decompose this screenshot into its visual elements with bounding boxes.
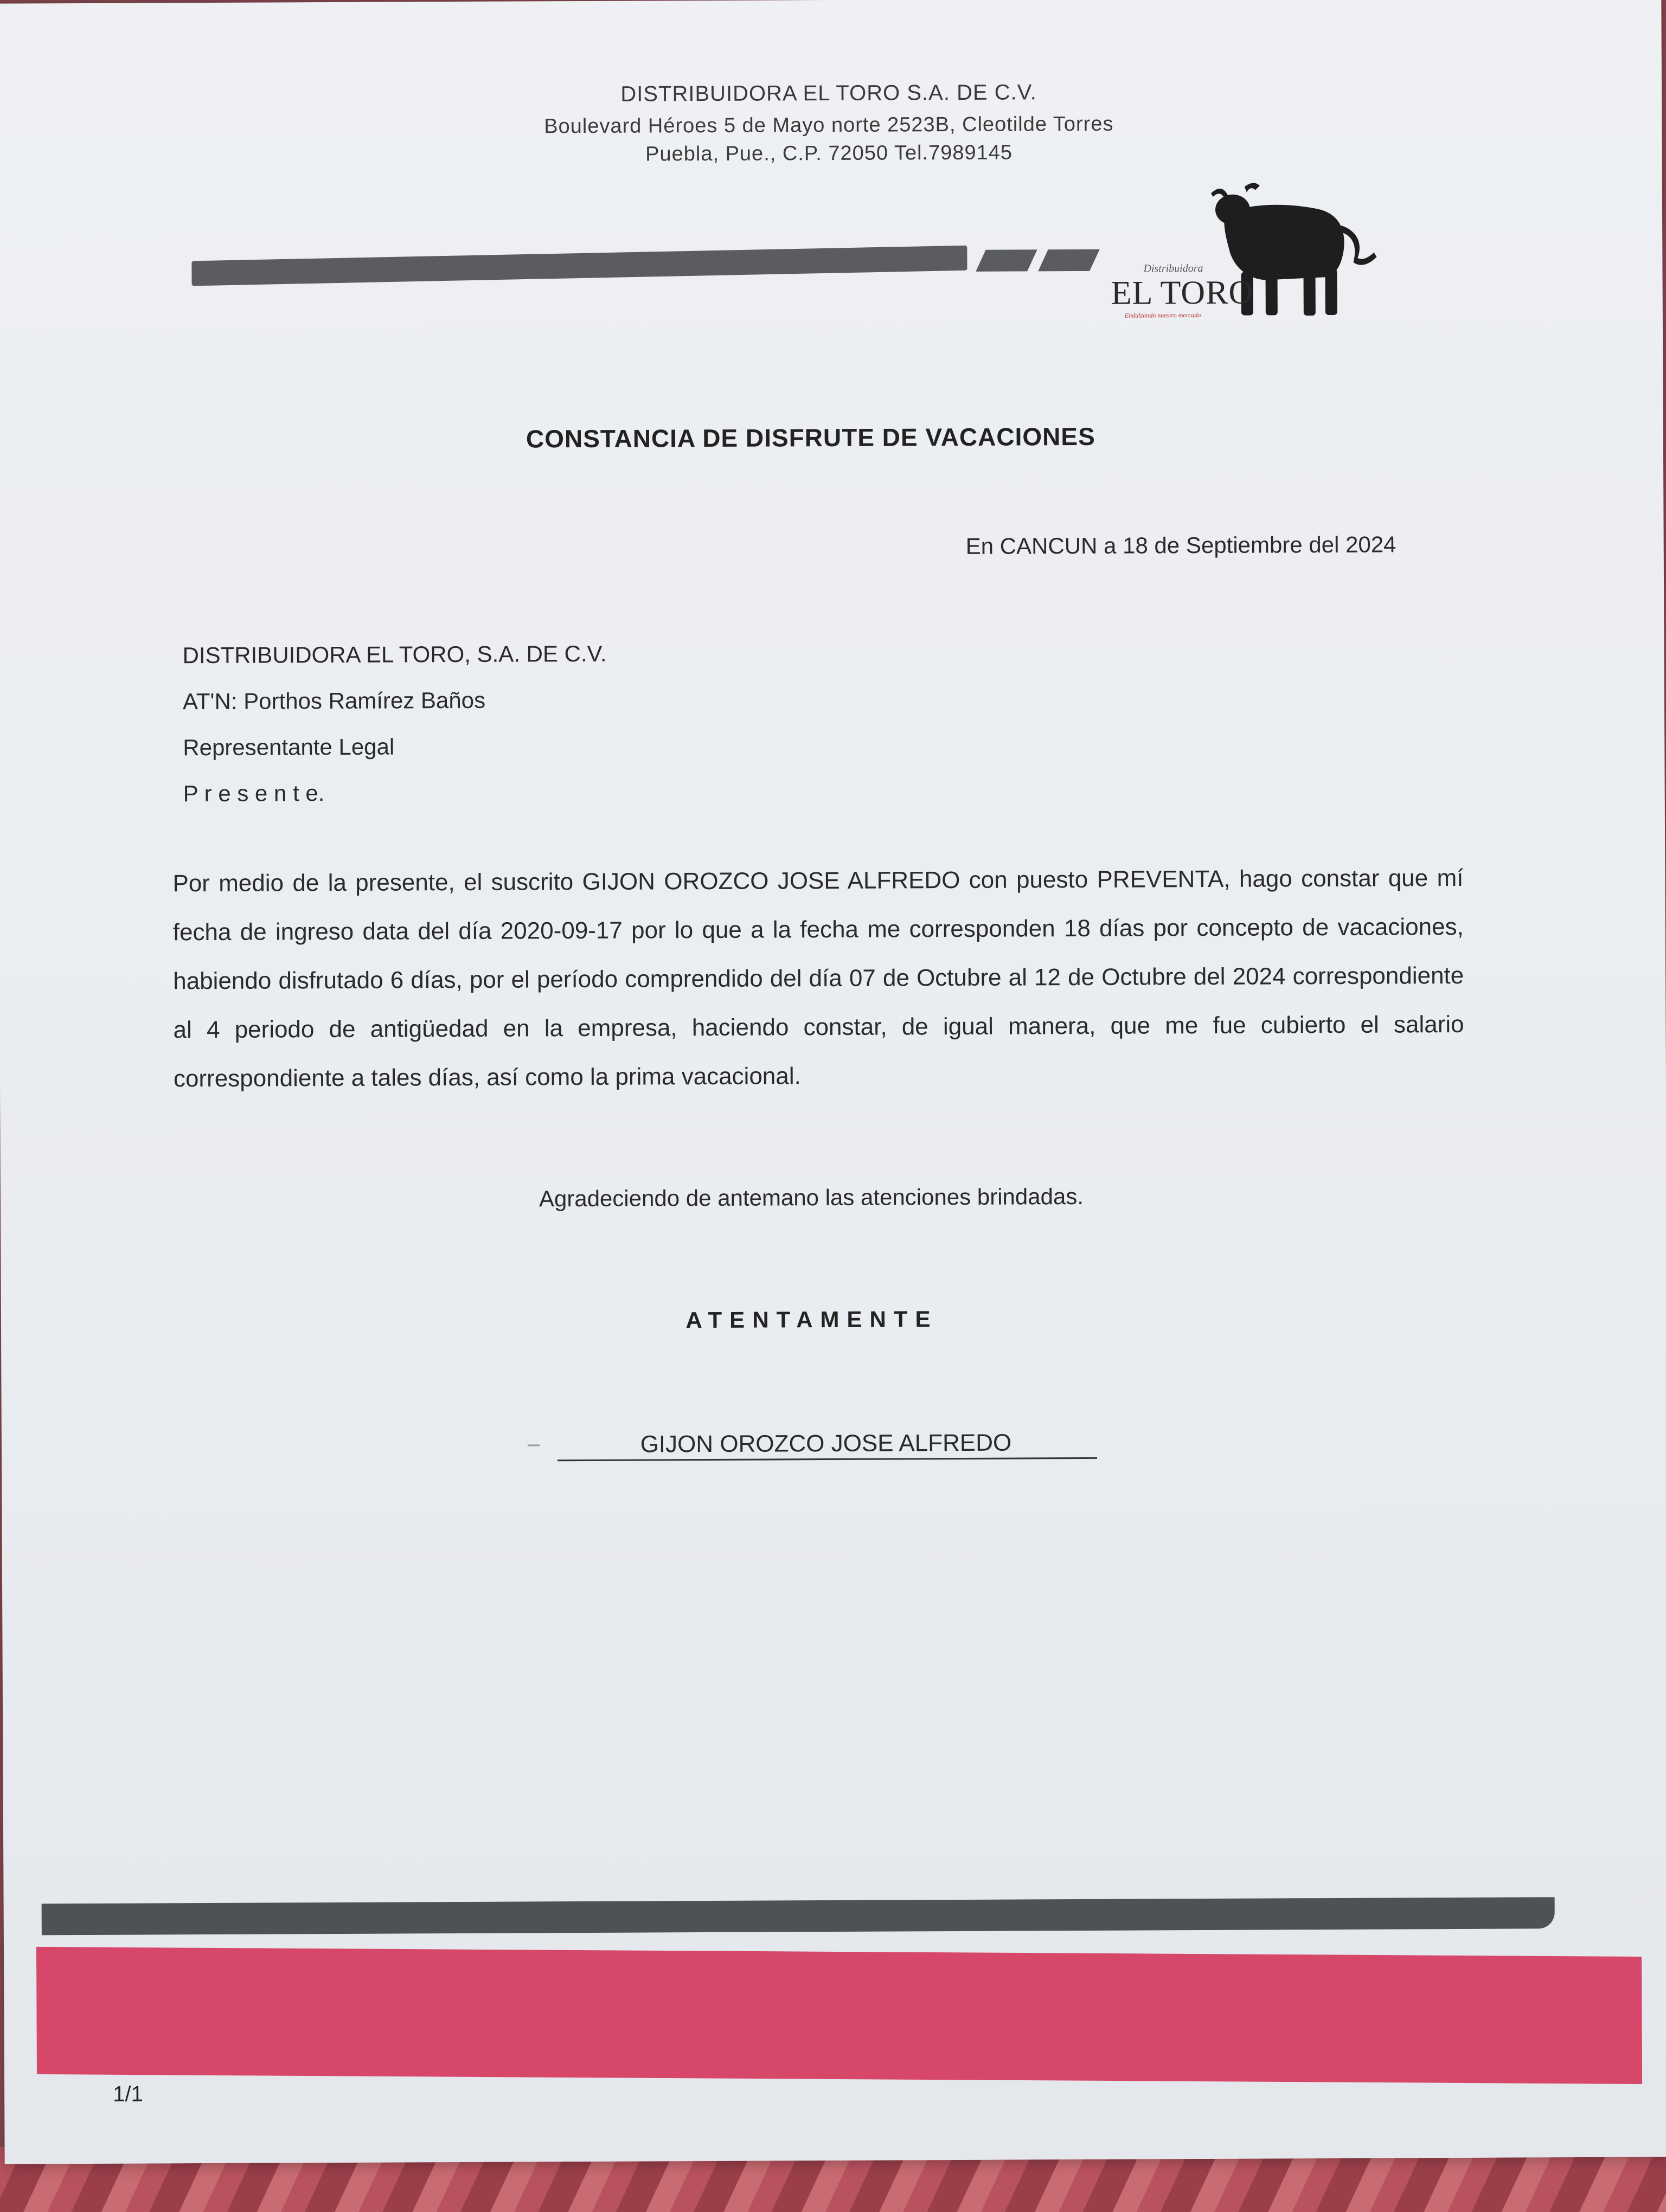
- signature-name: GIJON OROZCO JOSE ALFREDO: [640, 1429, 1012, 1458]
- thanks-line: Agradeciendo de antemano las atenciones brindadas.: [539, 1183, 1084, 1212]
- logo-tagline: Endulzando nuestro mercado: [1124, 311, 1201, 319]
- header-divider-dash: [976, 249, 1037, 271]
- closing-atentamente: ATENTAMENTE: [685, 1306, 938, 1333]
- header-divider-dash: [1038, 249, 1099, 271]
- logo-brand: EL TORO: [1111, 274, 1254, 312]
- header-divider-bar: [191, 246, 967, 286]
- document-title: CONSTANCIA DE DISFRUTE DE VACACIONES: [526, 422, 1095, 453]
- page-number: 1/1: [113, 2082, 143, 2106]
- footer-pink-bar: [36, 1947, 1642, 2084]
- footer-grey-bar: [42, 1897, 1555, 1935]
- addressee-company: DISTRIBUIDORA EL TORO, S.A. DE C.V.: [182, 640, 607, 668]
- logo-small-text: Distribuidora: [1143, 262, 1203, 275]
- addressee-role: Representante Legal: [183, 734, 395, 761]
- company-address-line2: Puebla, Pue., C.P. 72050 Tel.7989145: [645, 141, 1013, 166]
- signature-mark: [528, 1444, 540, 1446]
- addressee-presente: P r e s e n t e.: [183, 780, 325, 807]
- company-address-line1: Boulevard Héroes 5 de Mayo norte 2523B, Cleotilde Torres: [544, 112, 1114, 138]
- company-header: DISTRIBUIDORA EL TORO S.A. DE C.V.: [620, 80, 1037, 106]
- date-line: En CANCUN a 18 de Septiembre del 2024: [965, 531, 1396, 559]
- body-paragraph: Por medio de la presente, el suscrito GIJON OROZCO JOSE ALFREDO con puesto PREVENTA, hago constar que mí fecha de ingreso data del día 2020-09-17 por lo que a la fecha me corresponden 18 días por concepto de vacaciones, habiendo disfrutado 6 días, por el período comprendido del día 07 de Octubre al 12 de Octubre del 2024 correspondiente al 4 periodo de antigüedad en la empresa, haciendo constar, de igual manera, que me fue cubierto el salario correspondiente a tales días, así como la prima vacacional.: [172, 864, 1464, 1092]
- addressee-attention: AT'N: Porthos Ramírez Baños: [182, 687, 486, 715]
